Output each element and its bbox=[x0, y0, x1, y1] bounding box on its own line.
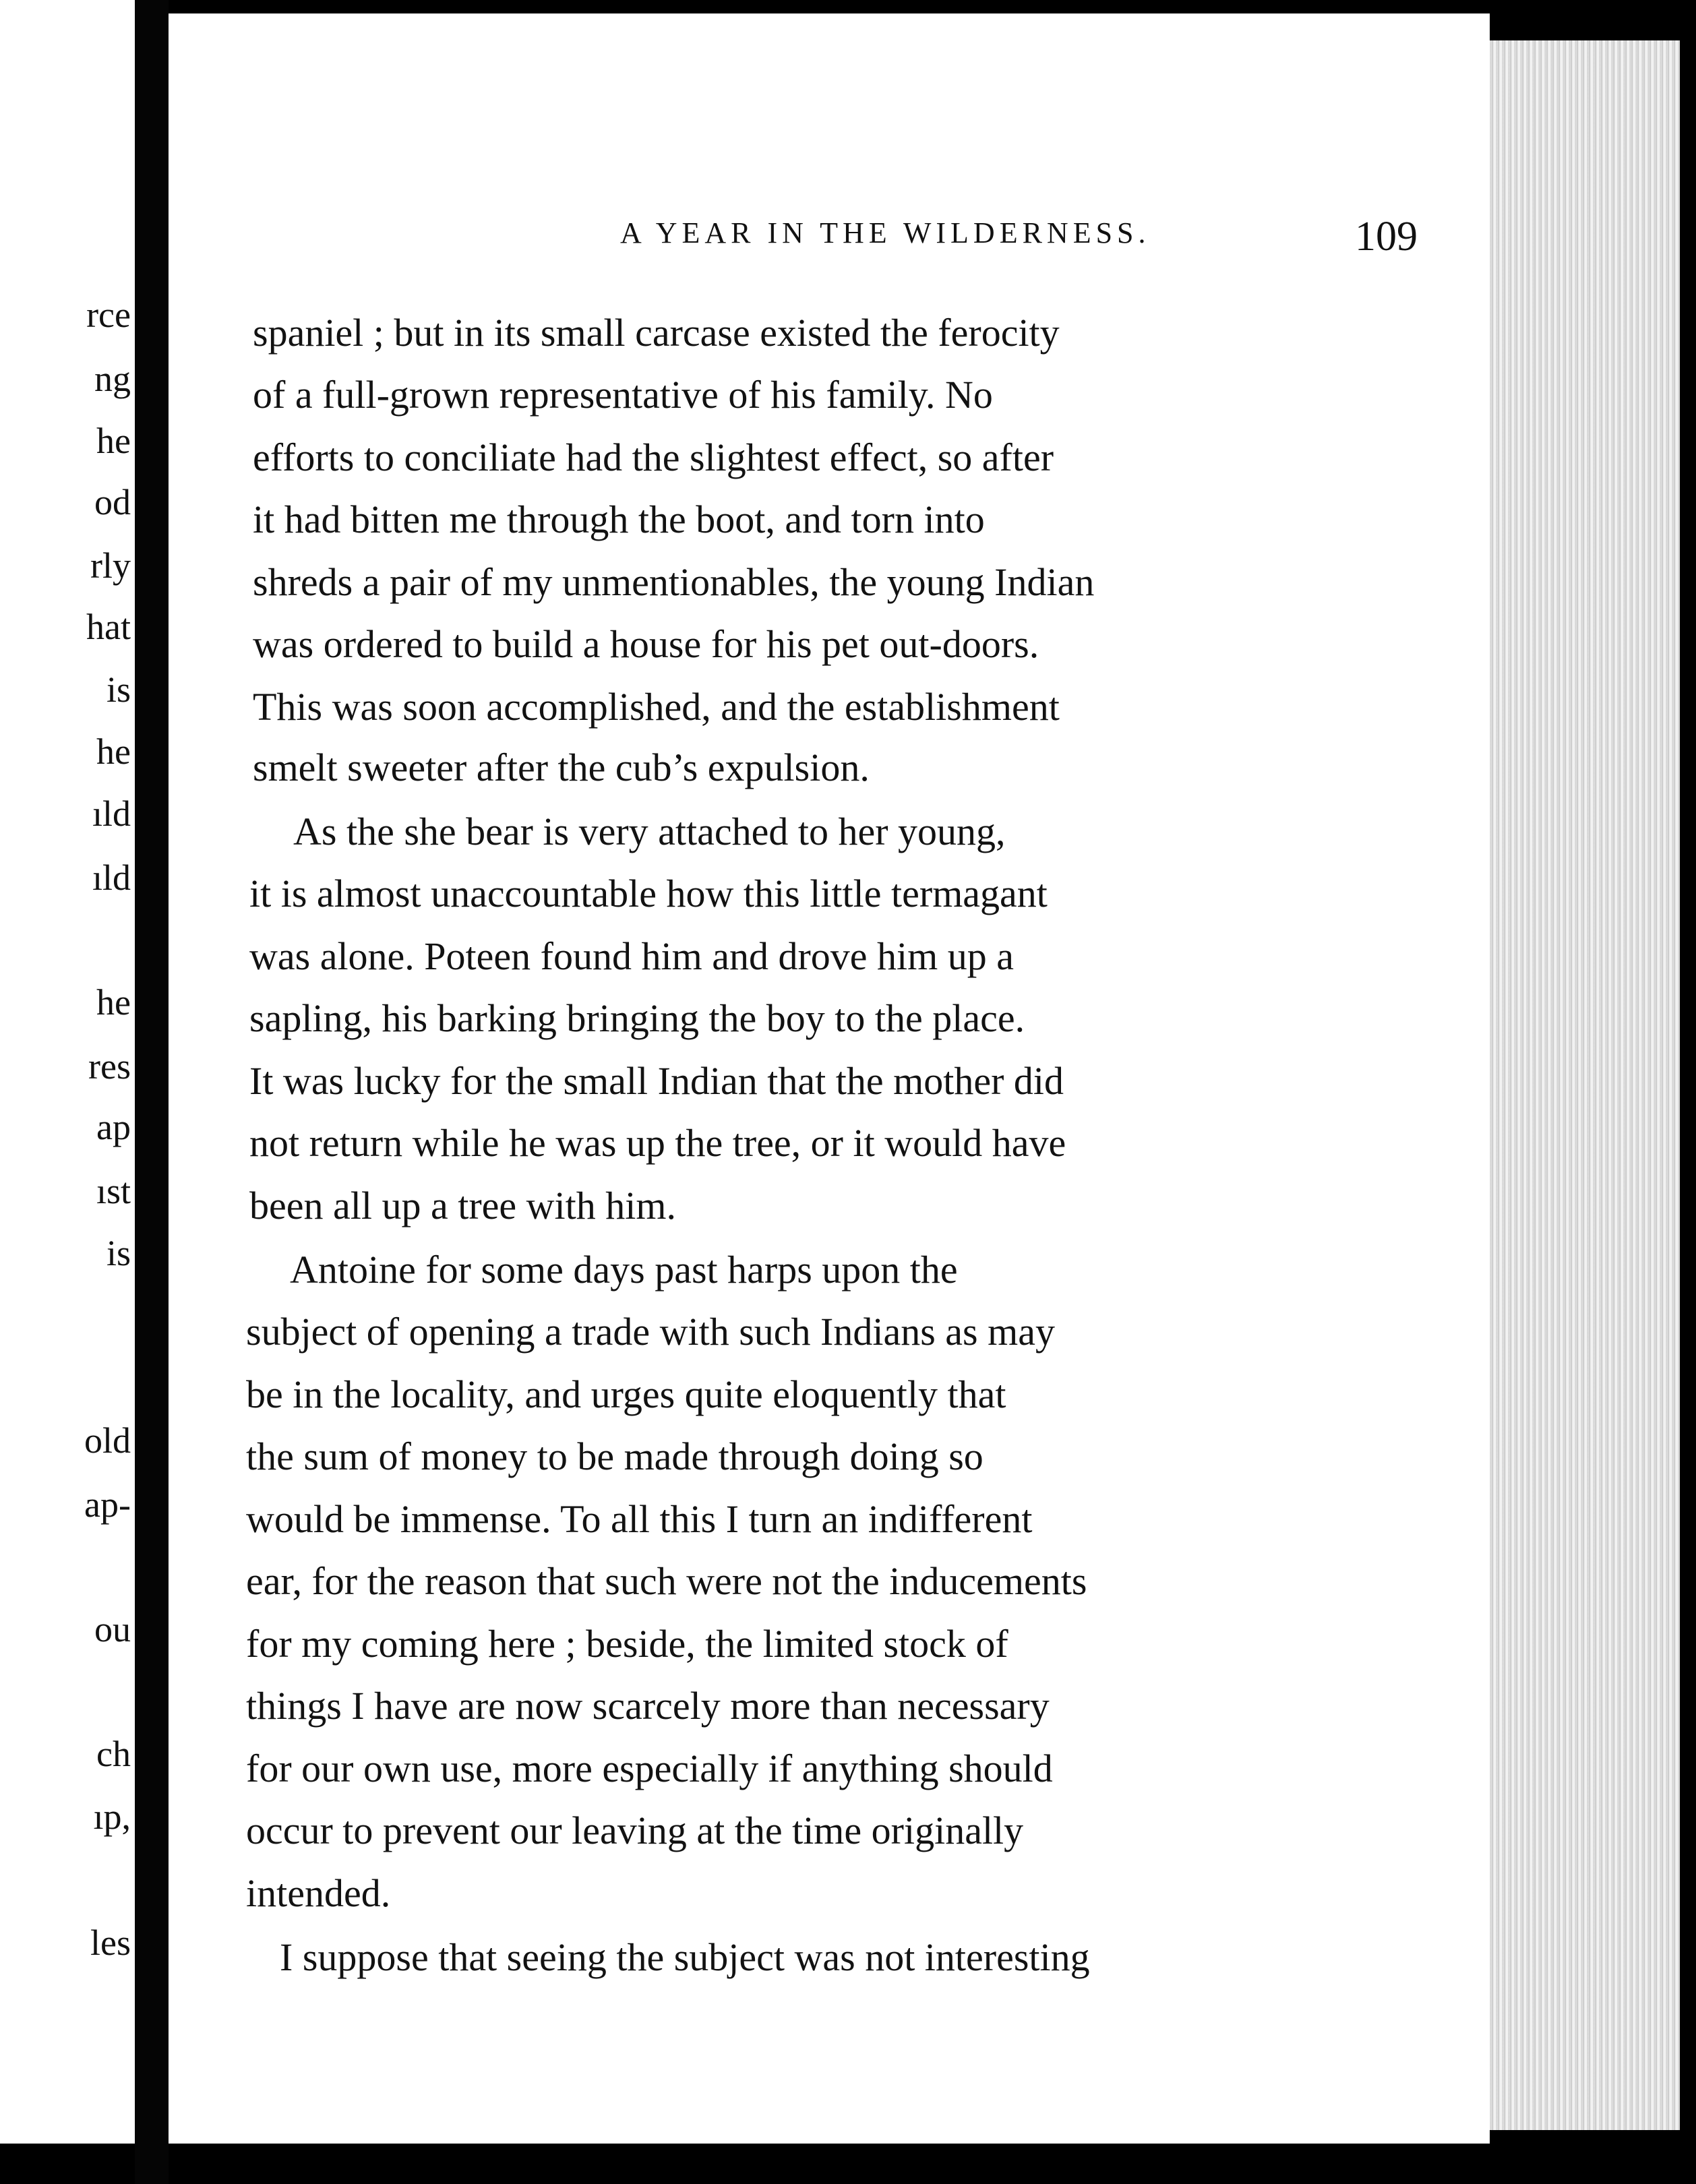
text-line: it had bitten me through the boot, and torn into bbox=[253, 497, 985, 541]
text-line: been all up a tree with him. bbox=[249, 1184, 676, 1227]
text-line: efforts to conciliate had the slightest effect, so after bbox=[253, 435, 1054, 479]
text-line: subject of opening a trade with such Indians as may bbox=[246, 1310, 1055, 1354]
text-line: for our own use, more especially if anything should bbox=[246, 1747, 1053, 1790]
left-page-fragment: he bbox=[96, 421, 131, 461]
text-line: smelt sweeter after the cub’s expulsion. bbox=[253, 746, 870, 789]
book-gutter bbox=[135, 0, 169, 2184]
left-page-fragment: ch bbox=[96, 1734, 131, 1774]
left-page-fragment: res bbox=[88, 1046, 131, 1087]
left-page-fragment: ap- bbox=[84, 1484, 131, 1525]
left-page-fragment: ıld bbox=[92, 793, 131, 834]
text-line: intended. bbox=[246, 1871, 391, 1915]
left-page-fragment: is bbox=[106, 669, 131, 710]
left-page-fragment: is bbox=[106, 1233, 131, 1273]
text-line: for my coming here ; beside, the limited stock of bbox=[246, 1622, 1008, 1666]
left-page-fragment: hat bbox=[86, 607, 131, 647]
left-page-fragment: ıld bbox=[92, 857, 131, 898]
text-line: This was soon accomplished, and the establishment bbox=[253, 685, 1060, 729]
paragraph-first-line: Antoine for some days past harps upon the bbox=[290, 1248, 958, 1292]
left-page-fragment: od bbox=[94, 482, 131, 522]
left-page-fragment: ıp, bbox=[93, 1796, 131, 1837]
text-line: It was lucky for the small Indian that the mother did bbox=[249, 1059, 1064, 1103]
text-line: ear, for the reason that such were not the inducements bbox=[246, 1559, 1087, 1603]
left-page-fragment: old bbox=[84, 1420, 131, 1461]
left-page-fragment: ıst bbox=[96, 1171, 131, 1211]
text-line: things I have are now scarcely more than necessary bbox=[246, 1684, 1050, 1728]
book-page bbox=[169, 13, 1490, 2144]
left-page-fragment: les bbox=[90, 1922, 131, 1963]
page-number: 109 bbox=[1355, 214, 1418, 260]
left-page-fragment: he bbox=[96, 982, 131, 1023]
paragraph-first-line: As the she bear is very attached to her young, bbox=[293, 810, 1006, 853]
text-line: the sum of money to be made through doing so bbox=[246, 1434, 983, 1478]
text-line: not return while he was up the tree, or it would have bbox=[249, 1121, 1066, 1165]
left-page-fragment: ou bbox=[94, 1609, 131, 1649]
text-line: was ordered to build a house for his pet out-doors. bbox=[253, 622, 1039, 666]
text-line: was alone. Poteen found him and drove him up a bbox=[249, 934, 1014, 978]
left-page-fragment: ng bbox=[94, 359, 131, 399]
text-line: be in the locality, and urges quite eloquently that bbox=[246, 1372, 1006, 1416]
left-page-fragment: ap bbox=[96, 1107, 131, 1147]
text-line: of a full-grown representative of his family. No bbox=[253, 373, 993, 417]
text-line: sapling, his barking bringing the boy to the place. bbox=[249, 996, 1025, 1040]
text-line: would be immense. To all this I turn an indifferent bbox=[246, 1497, 1033, 1541]
paragraph-first-line: I suppose that seeing the subject was not interesting bbox=[280, 1935, 1090, 1979]
text-line: spaniel ; but in its small carcase existed the ferocity bbox=[253, 311, 1060, 355]
left-facing-page bbox=[0, 0, 135, 2144]
text-line: occur to prevent our leaving at the time originally bbox=[246, 1809, 1024, 1852]
running-head: A YEAR IN THE WILDERNESS. bbox=[620, 216, 1151, 249]
left-page-fragment: he bbox=[96, 731, 131, 772]
text-line: shreds a pair of my unmentionables, the young Indian bbox=[253, 560, 1095, 604]
left-page-fragment: rce bbox=[86, 295, 131, 335]
text-line: it is almost unaccountable how this little termagant bbox=[249, 872, 1048, 915]
left-page-fragment: rly bbox=[90, 545, 131, 586]
